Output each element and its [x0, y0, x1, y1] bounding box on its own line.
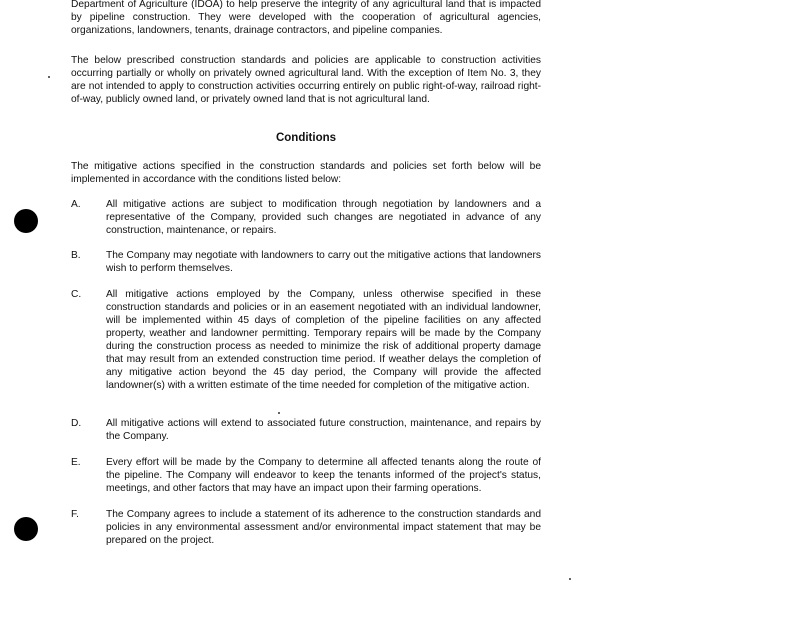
item-text: The Company agrees to include a statement of its adherence to the construction standards and policies in any environmental assessment and/or environmental impact statement that may be prepared on the project.	[106, 509, 541, 546]
intro-paragraph-2: The below prescribed construction standards and policies are applicable to construction activities occurring partially or wholly on privately owned agricultural land. With the exception of Item No. 3, they are not intended to apply to construction activities occurring entirely on public right-of-way, railroad right-of-way, publicly owned land, or privately owned land that is not agricultural land.	[71, 55, 541, 105]
scan-speck	[278, 412, 280, 414]
condition-item-a	[71, 198, 541, 237]
item-letter: E.	[71, 457, 81, 468]
condition-item-d	[71, 417, 541, 443]
item-letter: C.	[71, 289, 82, 300]
item-letter: D.	[71, 418, 82, 429]
condition-item-f	[71, 508, 541, 547]
item-text: The Company may negotiate with landowners to carry out the mitigative actions that landowners wish to perform themselves.	[106, 250, 541, 274]
intro-paragraph-1: Department of Agriculture (IDOA) to help preserve the integrity of any agricultural land that is impacted by pipeline construction. They were developed with the cooperation of agricultural agencies, organizations, landowners, tenants, drainage contractors, and pipeline companies.	[71, 0, 541, 36]
conditions-heading: Conditions	[275, 132, 337, 144]
item-text: All mitigative actions will extend to associated future construction, maintenance, and repairs by the Company.	[106, 418, 541, 442]
binder-hole-top	[14, 209, 38, 233]
conditions-intro: The mitigative actions specified in the construction standards and policies set forth below will be implemented in accordance with the conditions listed below:	[71, 161, 541, 185]
item-letter: F.	[71, 509, 79, 520]
condition-item-e	[71, 456, 541, 495]
item-text: All mitigative actions are subject to modification through negotiation by landowners and a representative of the Company, provided such changes are negotiated in advance of any construction, maintenance, or repairs.	[106, 199, 541, 236]
scan-speck	[569, 578, 571, 580]
condition-item-b	[71, 249, 541, 275]
condition-item-c	[71, 288, 541, 392]
binder-hole-bottom	[14, 517, 38, 541]
scan-speck	[48, 76, 50, 78]
item-letter: A.	[71, 199, 81, 210]
item-text: All mitigative actions employed by the Company, unless otherwise specified in these construction standards and policies or in an easement negotiated with an individual landowner, will be implemented within 45 days of completion of the pipeline facilities on any affected property, weather and landowner permitting. Temporary repairs will be made by the Company during the construction process as needed to minimize the risk of additional property damage that may result from an extended construction time period. If weather delays the completion of any mitigative action beyond the 45 day period, the Company will provide the affected landowner(s) with a written estimate of the time needed for completion of the mitigative action.	[106, 289, 541, 391]
item-text: Every effort will be made by the Company to determine all affected tenants along the route of the pipeline. The Company will endeavor to keep the tenants informed of the project's status, meetings, and other factors that may have an impact upon their farming operations.	[106, 457, 541, 494]
item-letter: B.	[71, 250, 81, 261]
